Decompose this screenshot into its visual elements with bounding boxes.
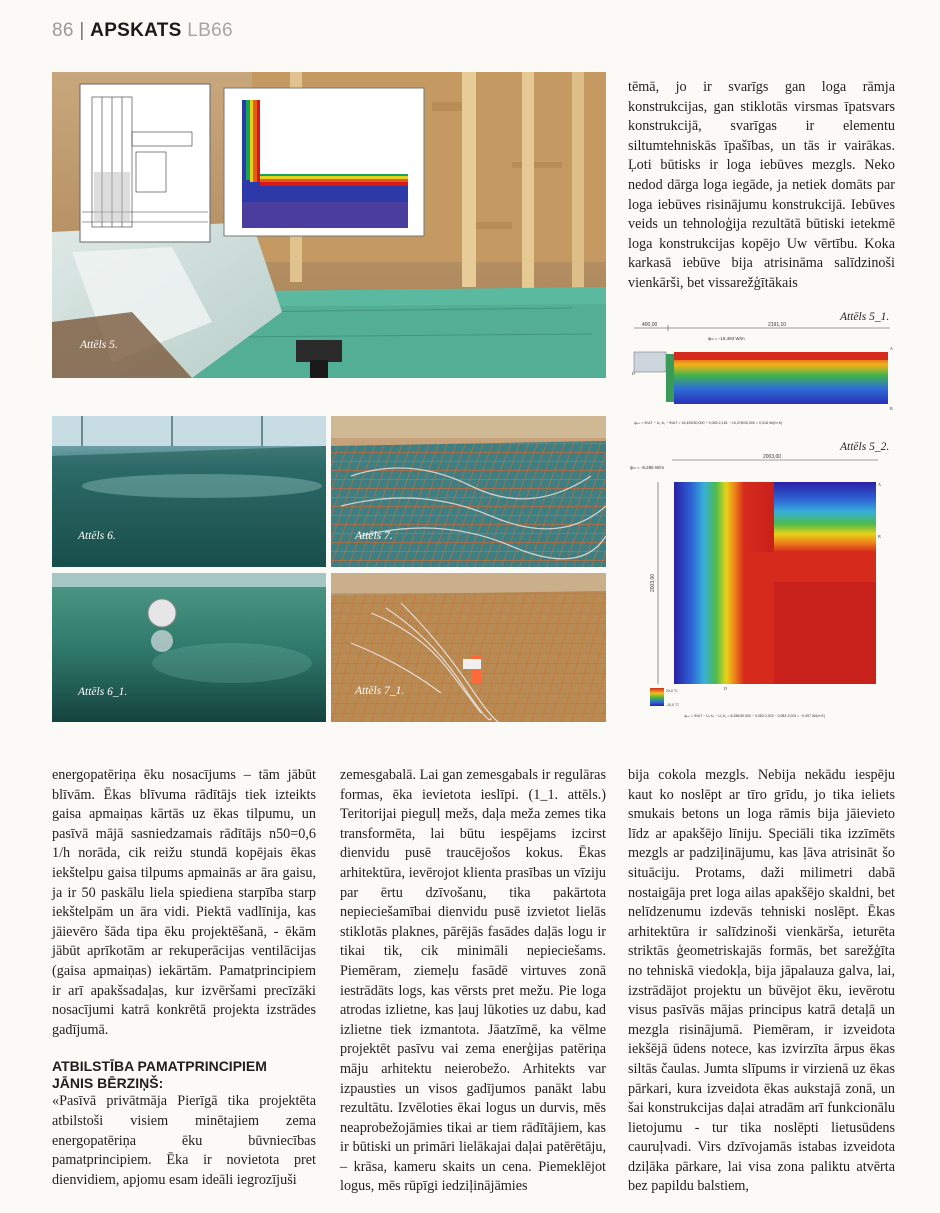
caption-fig5: Attēls 5.	[80, 339, 118, 351]
photo-fig6-1	[52, 573, 326, 722]
dim-5-1-right: 2191,10	[768, 322, 787, 328]
svg-text:B: B	[890, 406, 893, 411]
diagram-fig5-1	[628, 320, 896, 428]
section-heading	[52, 1058, 316, 1092]
fig5-1-thermal-diagram	[628, 320, 896, 428]
section-heading-line2: JĀNIS BĒRZIŅŠ:	[52, 1075, 164, 1092]
column1-paragraph2: «Pasīvā privātmāja Pierīgā tika projektēta atbilstoši visiem minētajiem zema energopatēriņa ēku būvniecības pamatprincipiem. Ēka ir novietota pret dienvidiem, apjomu esam ideāli iegrozījuši	[52, 1093, 316, 1188]
fig6-1-illustration	[52, 573, 326, 722]
column3-paragraph: bija cokola mezgls. Nebija nekādu iespēju kaut ko noslēpt ar tīro grīdu, jo tika ieliets smukais betons un loga rāmis bija jāievieto līdz ar apakšējo līniju. Speciāli tika izzīmēts mezgls ar padziļinājumu, kas ļāva atrisināt šo situāciju. Protams, daži milimetri dabā nostaigāja pret loga ailas apakšējo skaldni, bet nelīdzenumu izdevās tehniski noslēpt. Ēkas arhitektūra ir salīdzinoši vienkārša, ieturēta striktās ģeometriskajās formās, bet sarežģīta no tehniskā viedokļa, bija jāpalauza galva, lai, izstrādājot projektu un būvējot ēku, ievērotu visus pasīvās mājas principus katrā detaļā un mezgla risinājumā. Piemēram, ir izveidota iekšējā ūdens notece, kas izvirzīta ārpus ēkas siltās čaulas. Jumta slīpums ir virzienā uz ēkas pārkari, kura izveidota ēkas aukstajā zonā, un šai konstrukcijas daļai atradām arī funkcionālu lietojumu - tur tika noslēpti lietusūdens cauruļvadi. Virs dzīvojamās istabas izveidota dziļāka pārkare, lai visa zona paliktu atvērta bez papildu balstiem,	[628, 767, 895, 1195]
formula-5-1: ψₑₓₜ = Φ/ΔT − U₁·b₁ − Φ/ΔT = 16,493/30,000 − 0,083·2,181 − 10,478/30,000 = 0,018 W/(m·K)	[634, 421, 783, 425]
text-column-top-right	[628, 78, 895, 294]
dim-5-2-top: 2003,00	[763, 454, 782, 460]
section-heading-line1: ATBILSTĪBA PAMATPRINCIPIEM	[52, 1058, 267, 1075]
svg-text:A: A	[878, 482, 881, 487]
caption-fig7: Attēls 7.	[355, 530, 393, 542]
dim-5-2-left: 2003,00	[650, 573, 656, 592]
svg-text:D: D	[632, 371, 635, 376]
column1-paragraph1: energopatēriņa ēku nosacījums – tām jābūt blīvām. Ēkas blīvuma rādītājs tiek izteikts gaisa apmaiņas kārtās uz ēkas tilpumu, un pasīvā mājā sasniedzamais rādītājs n50=0,6 1/h norāda, cik reižu stundā kopējais ēkas iekštelpu gaisa tilpums apmainās ar āra gaisu, ja ir 50 paskālu liela spiediena starpība starp iekštelpām un āra vidi. Piektā vadlīnija, kas jāievēro šāda tipa ēku projektēšanā, - ēkām jābūt aprīkotām ar rekuperācijas ventilācijas (gaisa apmaiņas) iekārtām. Pamatprincipiem ir arī apakšsadaļas, kur izvēršami precīzāki nosacījumi katrā konkrētā projekta izstrādes gadījumā.	[52, 767, 316, 1038]
paragraph-top-right: tēmā, jo ir svarīgs gan loga rāmja konstrukcijas, gan stiklotās virsmas īpatsvars konstrukcijā, svarīgas ir elementu siltumtehniskās īpašības, un tās ir vairākas. Ļoti būtisks ir loga iebūves mezgls. Neko nedod dārga loga iegāde, ja netiek domāts par loga iebūves risinājumu konstrukcijā. Iebūves veids un tehnoloģija rezultātā būtiski ietekmē loga konstrukcijas kopējo Uw vērtību. Koka karkasā iebūve bija atrisināma salīdzinoši vienkārši, bet vissarežģītākais	[628, 79, 895, 291]
photo-fig6	[52, 416, 326, 567]
legend-5-2-top: 20,0 °C	[666, 689, 678, 693]
column2-paragraph: zemesgabalā. Lai gan zemesgabals ir regulāras formas, ēka ievietota ieslīpi. (1_1. attēls.) Teritorijai piegulļ mežs, daļa meža zemes tika transformēta, lai būtu iespējams izcirst dienvidu pusē traucējošos kokus. Ēkas arhitektūra, ievērojot klienta prasības un vīziju par ērtu dzīvošanu, tika pakārtota nepieciešamībai dienvidu pusē izvietot lielās stiklotās plaknes, pārējās fasādes daļās logu ir tikai tik, cik minimāli nepieciešams. Piemēram, ziemeļu fasādē virtuves zonā iestrādāts logs, kas vērsts pret mežu. Pie loga atrodas izlietne, kas ļauj lūkoties uz dabu, kad izlietne tiek izmantota. Jāatzīmē, ka vēlme projektēt pasīvu vai zema enerģijas patēriņa māju arhitektu neierobežo. Arhitekts var izpausties un visos gadījumos panākt labu rezultātu. Izvēloties ēkai logus un durvis, mēs neaprobežojāmies tikai ar tiem rādītājiem, kas ir būtiski un primāri lielākajai daļai patērētāju, – krāsa, kameru skaits un cena. Piemeklējot logus, mēs rūpīgi iedziļinājāmies	[340, 767, 606, 1195]
psi-5-2: ψₗₙ = -8,286 W/m	[630, 465, 665, 470]
fig7-illustration	[331, 416, 606, 567]
text-column-1	[52, 766, 316, 1190]
psi-5-1: ψₗₙ = -16,493 W/m	[708, 336, 745, 341]
page-header	[52, 20, 233, 42]
caption-fig7-1: Attēls 7_1.	[355, 685, 405, 697]
caption-fig6: Attēls 6.	[78, 530, 116, 542]
svg-text:A: A	[890, 346, 893, 351]
photo-fig7	[331, 416, 606, 567]
fig5-2-thermal-diagram	[628, 452, 896, 724]
dim-5-1-left: 400,00	[642, 322, 658, 328]
caption-fig5-1: Attēls 5_1.	[840, 311, 890, 323]
caption-fig6-1: Attēls 6_1.	[78, 686, 128, 698]
issue-number: LB66	[187, 20, 233, 41]
fig5-illustration	[52, 72, 606, 378]
svg-text:B: B	[878, 534, 881, 539]
legend-5-2-bottom: -10,0 °C	[666, 703, 679, 707]
photo-fig5	[52, 72, 606, 378]
photo-fig7-1	[331, 573, 606, 722]
page-number: 86	[52, 20, 74, 41]
svg-text:D: D	[724, 686, 727, 691]
diagram-fig5-2	[628, 452, 896, 724]
text-column-3	[628, 766, 895, 1197]
caption-fig5-2: Attēls 5_2.	[840, 441, 890, 453]
formula-5-2: ψₑₓₜ = Φ/ΔT − U₁·b₁ − U₂·b₂ = 8,286/30,000 − 0,083·2,003 − 0,083·2,003 = −0,057 W/(m·K)	[684, 714, 826, 718]
text-column-2	[340, 766, 606, 1197]
header-separator: |	[79, 20, 85, 41]
magazine-title: APSKATS	[90, 20, 182, 41]
fig7-1-illustration	[331, 573, 606, 722]
fig6-illustration	[52, 416, 326, 567]
